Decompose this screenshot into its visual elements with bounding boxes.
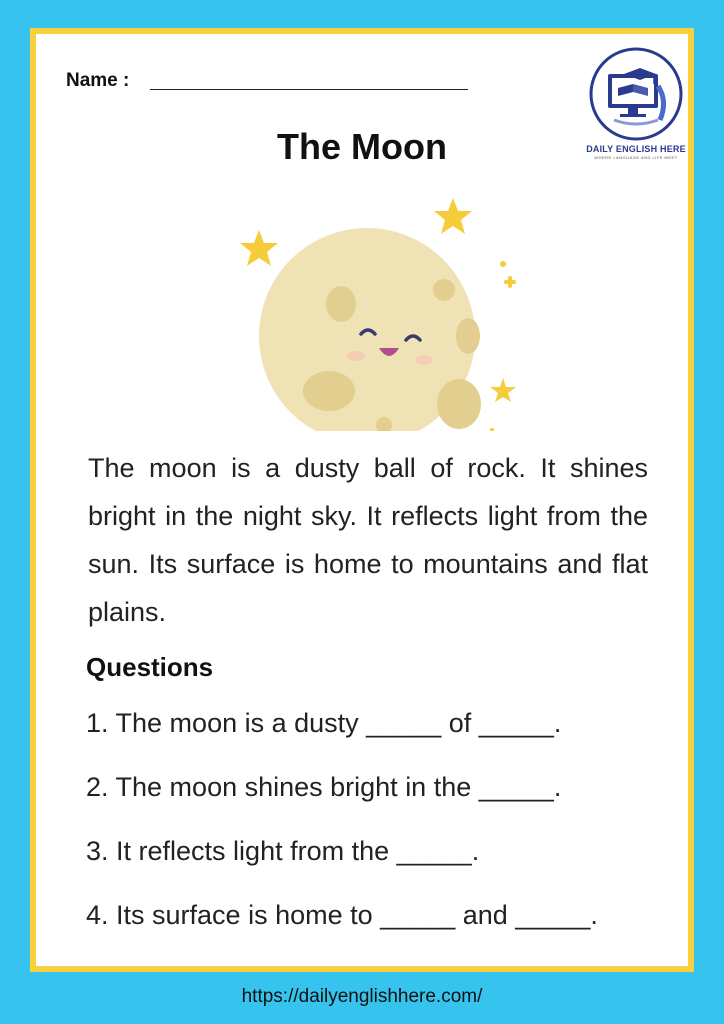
question-1: 1. The moon is a dusty _____ of _____. [86,708,562,738]
logo-tagline: WHERE LANGUAGE AND LIFE MEET [594,155,678,160]
questions-heading: Questions [86,652,214,682]
footer-url[interactable]: https://dailyenglishhere.com/ [241,986,483,1007]
worksheet-title: The Moon [277,126,447,167]
question-2: 2. The moon shines bright in the _____. [86,772,562,802]
moon-face [259,228,481,431]
worksheet-page [30,28,694,972]
moon-illustration [231,186,521,431]
star-icon [434,198,472,234]
reading-passage: The moon is a dusty ball of rock. It shines bright in the night sky. It reflects light from the sun. Its surface is home to mountains and flat plains. [88,453,648,627]
star-icon [240,230,278,266]
star-icon [490,378,516,402]
question-3: 3. It reflects light from the _____. [86,836,480,866]
name-label: Name : [66,70,130,91]
question-4: 4. Its surface is home to _____ and _____. [86,900,598,930]
logo-title: DAILY ENGLISH HERE [586,144,686,154]
name-write-line [150,89,468,90]
